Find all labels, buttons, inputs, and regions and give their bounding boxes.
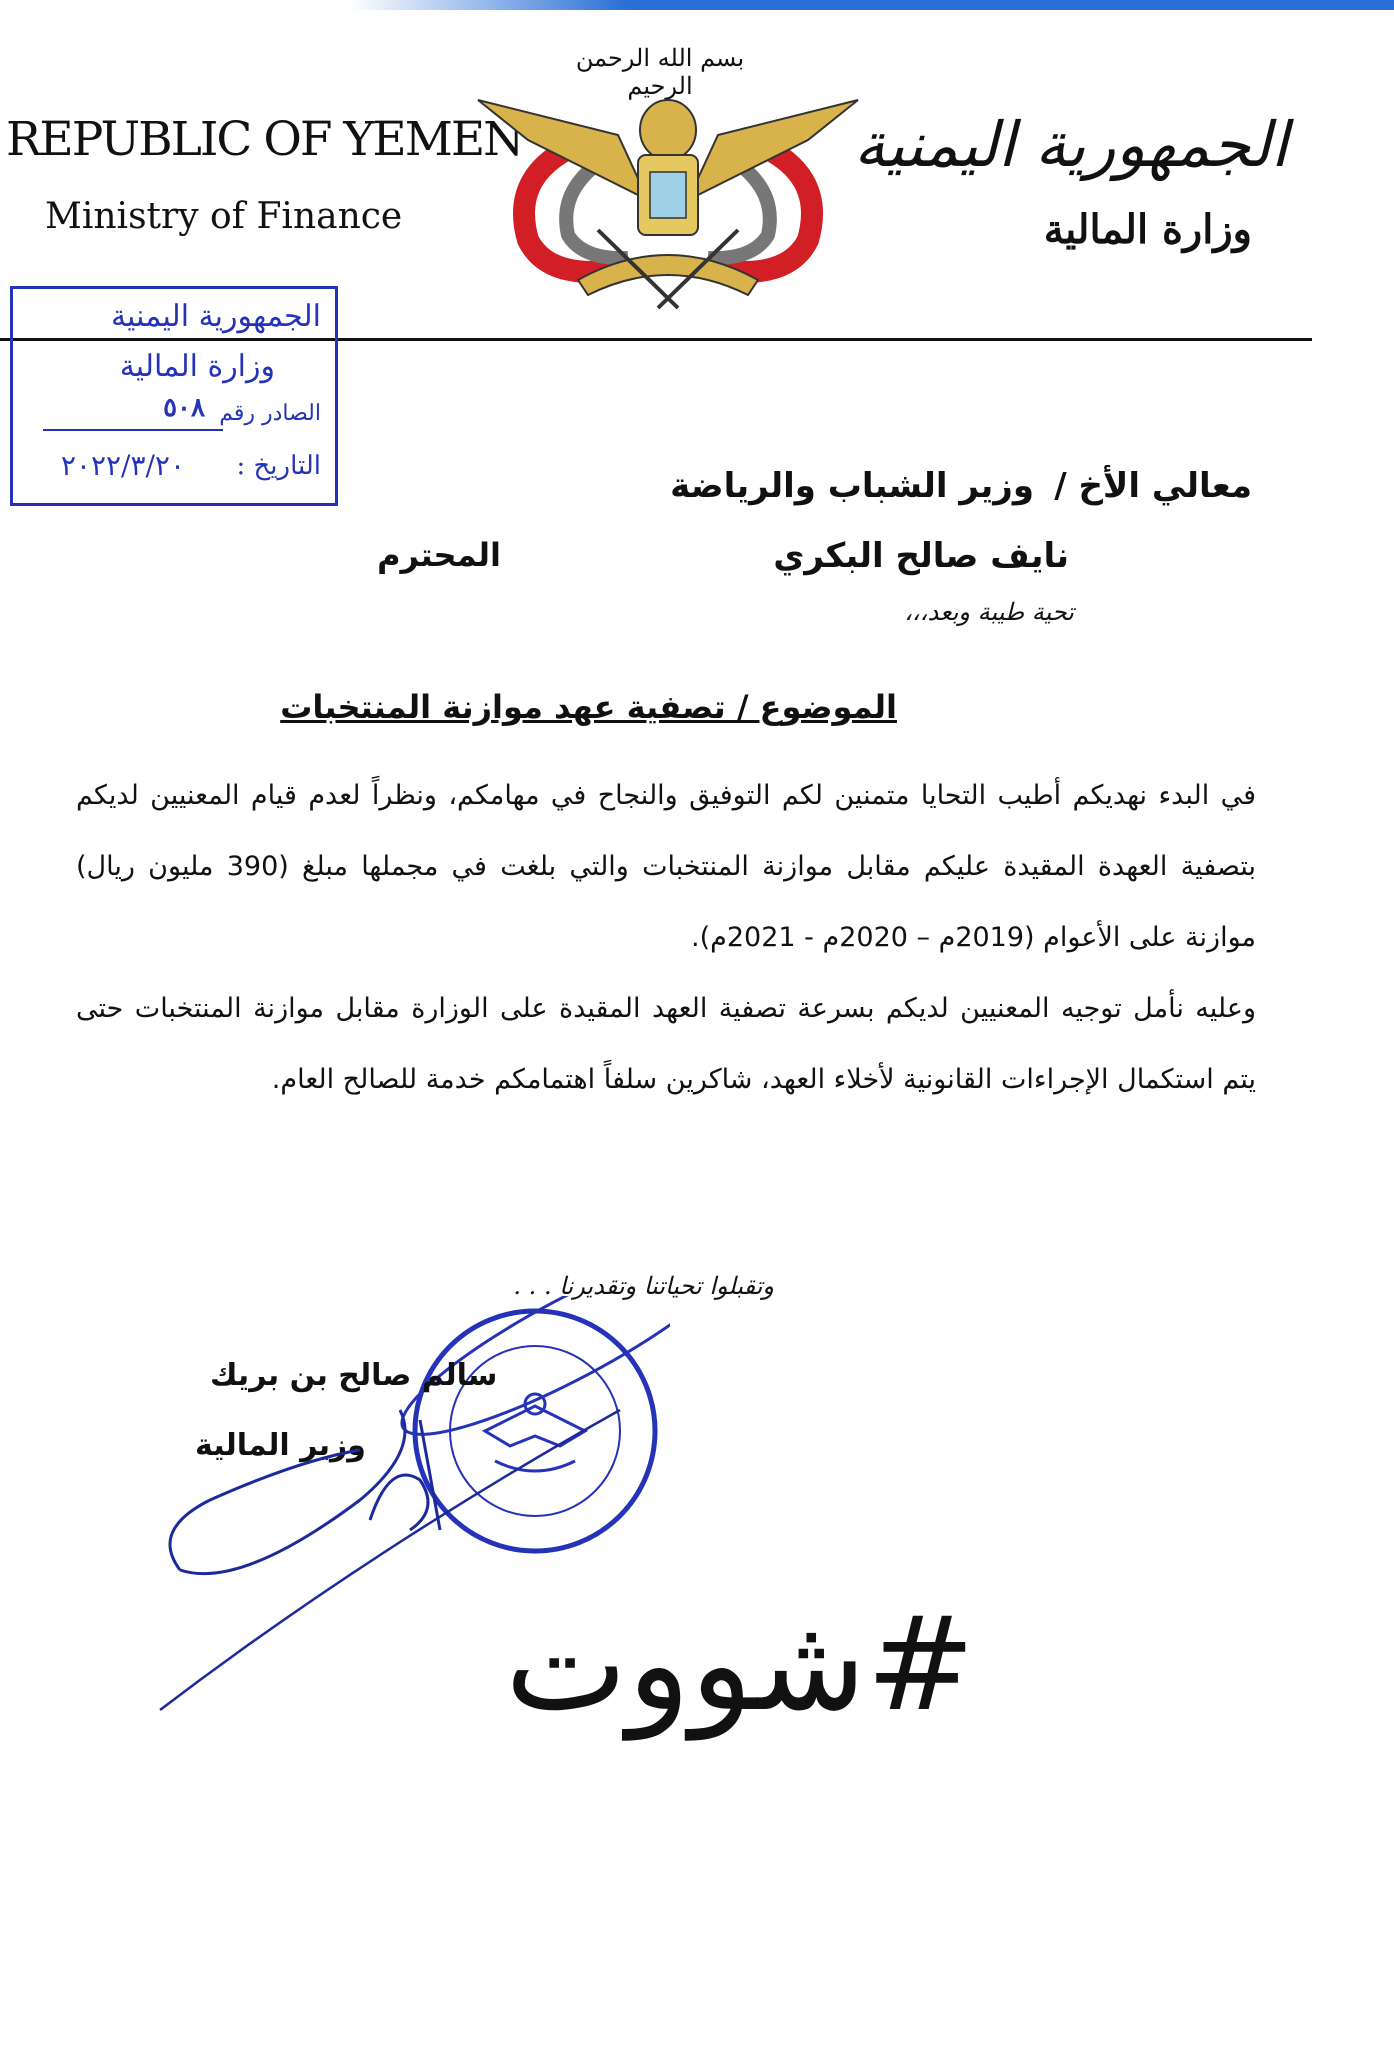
recipient-title: وزير الشباب والرياضة: [670, 466, 1034, 506]
basmala: بسم الله الرحمن الرحيم: [575, 44, 745, 100]
stamp-ministry: وزارة المالية: [119, 349, 275, 384]
ar-ministry-subtitle: وزارة المالية: [1043, 206, 1252, 253]
ar-republic-title: الجمهورية اليمنية: [853, 108, 1288, 181]
reference-stamp: [10, 286, 338, 506]
yemen-emblem-icon: [468, 80, 868, 310]
watermark-hashtag: #شووت: [505, 1588, 976, 1740]
stamp-republic: الجمهورية اليمنية: [110, 299, 321, 334]
signatory-name: سالم صالح بن بريك: [210, 1358, 498, 1393]
body-paragraph-2: وعليه نأمل توجيه المعنيين لديكم بسرعة تصفية العهد المقيدة على الوزارة مقابل موازنة المنتخبات حتى يتم استكمال الإجراءات القانونية لأخلاء العهد، شاكرين سلفاً اهتمامكم خدمة للصالح العام.: [76, 993, 1256, 1095]
letter-body: [76, 760, 1256, 1115]
stamp-ref-underline: [43, 429, 223, 431]
honorific: المحترم: [377, 536, 501, 574]
en-ministry-subtitle: Ministry of Finance: [45, 196, 403, 237]
salutation: معالي الأخ /: [1054, 466, 1252, 506]
stamp-date-value: ٢٠٢٢/٣/٢٠: [60, 449, 185, 482]
signatory-title: وزير المالية: [195, 1428, 366, 1463]
stamp-ref-label: الصادر رقم: [219, 401, 321, 426]
stamp-date-label: التاريخ :: [236, 451, 321, 481]
recipient-name: نايف صالح البكري: [773, 536, 1069, 576]
body-paragraph-1: في البدء نهديكم أطيب التحايا متمنين لكم التوفيق والنجاح في مهامكم، ونظراً لعدم قيام المعنيين لديكم بتصفية العهدة المقيدة عليكم مقابل موازنة المنتخبات والتي بلغت في مجملها مبلغ (390 مليون ريال) موازنة على الأعوام (2019م – 2020م - 2021م).: [76, 780, 1257, 953]
closing-line: وتقبلوا تحياتنا وتقديرنا . . .: [513, 1272, 774, 1300]
top-color-bar: [0, 0, 1394, 10]
subject-line: الموضوع / تصفية عهد موازنة المنتخبات: [280, 688, 897, 726]
stamp-ref-value: ٥٠٨: [163, 393, 205, 423]
greeting: تحية طيبة وبعد،،،: [904, 598, 1074, 626]
en-republic-title: REPUBLIC OF YEMEN: [6, 112, 523, 167]
